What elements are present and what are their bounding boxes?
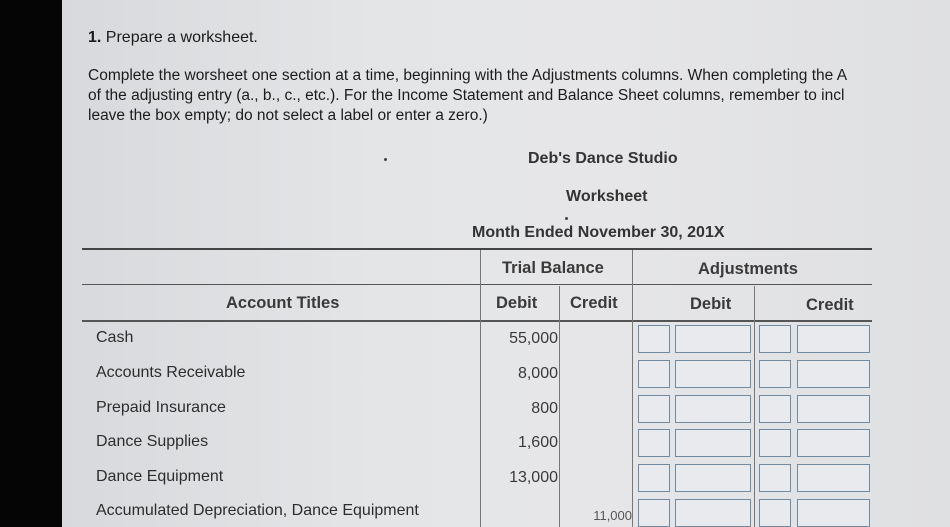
- adj-credit-amount-input[interactable]: [797, 325, 870, 353]
- tb-debit-prepaid-insurance: 800: [531, 400, 558, 417]
- adj-credit-amount-input[interactable]: [797, 429, 870, 457]
- speck: [565, 217, 568, 220]
- account-column-divider: [480, 250, 481, 527]
- adj-debit-label-select[interactable]: [638, 499, 670, 527]
- account-cash: Cash: [96, 329, 134, 346]
- worksheet-page: [62, 0, 950, 527]
- adj-debit-label-select[interactable]: [638, 360, 670, 388]
- tb-debit-header: Debit: [496, 294, 538, 312]
- tb-debit-cash: 55,000: [509, 330, 558, 347]
- account-titles-header: Account Titles: [226, 294, 340, 312]
- adj-debit-amount-input[interactable]: [675, 499, 751, 527]
- tb-debit-credit-divider: [559, 286, 560, 527]
- adj-debit-amount-input[interactable]: [675, 325, 751, 353]
- account-accumulated-depreciation: Accumulated Depreciation, Dance Equipment: [96, 502, 419, 519]
- adj-credit-amount-input[interactable]: [797, 360, 870, 388]
- adj-debit-label-select[interactable]: [638, 325, 670, 353]
- adj-debit-credit-divider: [754, 286, 755, 527]
- instructions-line-1: Complete the worsheet one section at a time, beginning with the Adjustments columns. When completing the A: [88, 67, 848, 84]
- left-dark-border: [0, 0, 62, 527]
- account-dance-equipment: Dance Equipment: [96, 468, 224, 485]
- worksheet-title: Worksheet: [566, 188, 648, 205]
- trial-balance-header: Trial Balance: [502, 259, 604, 277]
- adj-credit-amount-input[interactable]: [797, 395, 870, 423]
- tb-debit-dance-equipment: 13,000: [509, 469, 558, 486]
- tb-debit-accounts-receivable: 8,000: [517, 365, 558, 382]
- question-title: [88, 29, 258, 47]
- adj-debit-header: Debit: [690, 295, 732, 313]
- adj-debit-amount-input[interactable]: [675, 464, 751, 492]
- adjustments-header: Adjustments: [698, 260, 798, 278]
- tb-adj-divider: [632, 250, 633, 527]
- instructions: [88, 66, 950, 126]
- adj-credit-label-select[interactable]: [759, 429, 791, 457]
- adj-debit-label-select[interactable]: [638, 395, 670, 423]
- tb-debit-dance-supplies: 1,600: [517, 434, 558, 451]
- adj-debit-amount-input[interactable]: [675, 360, 751, 388]
- adj-credit-label-select[interactable]: [759, 360, 791, 388]
- adj-debit-label-select[interactable]: [638, 464, 670, 492]
- adj-credit-amount-input[interactable]: [797, 499, 870, 527]
- question-number: 1.: [88, 29, 102, 46]
- adj-credit-label-select[interactable]: [759, 325, 791, 353]
- tb-credit-header: Credit: [570, 294, 618, 312]
- tb-credit-accumulated-depreciation: 11,000: [593, 508, 632, 523]
- adj-credit-label-select[interactable]: [759, 395, 791, 423]
- adj-debit-amount-input[interactable]: [675, 395, 751, 423]
- adj-credit-label-select[interactable]: [759, 499, 791, 527]
- account-dance-supplies: Dance Supplies: [96, 433, 209, 450]
- account-accounts-receivable: Accounts Receivable: [96, 364, 246, 381]
- adj-credit-amount-input[interactable]: [797, 464, 870, 492]
- account-prepaid-insurance: Prepaid Insurance: [96, 399, 226, 416]
- speck: [384, 158, 387, 161]
- question-text: Prepare a worksheet.: [105, 29, 258, 46]
- instructions-line-3: leave the box empty; do not select a label or enter a zero.): [88, 107, 488, 124]
- adj-debit-label-select[interactable]: [638, 429, 670, 457]
- worksheet-period: Month Ended November 30, 201X: [472, 224, 725, 241]
- adj-credit-header: Credit: [806, 296, 854, 314]
- company-name: Deb's Dance Studio: [528, 150, 678, 167]
- instructions-line-2: of the adjusting entry (a., b., c., etc.). For the Income Statement and Balance Sheet columns, remember to incl: [88, 87, 845, 104]
- group-header-rule: [82, 284, 872, 285]
- adj-debit-amount-input[interactable]: [675, 429, 751, 457]
- adj-credit-label-select[interactable]: [759, 464, 791, 492]
- table-top-rule: [82, 248, 872, 250]
